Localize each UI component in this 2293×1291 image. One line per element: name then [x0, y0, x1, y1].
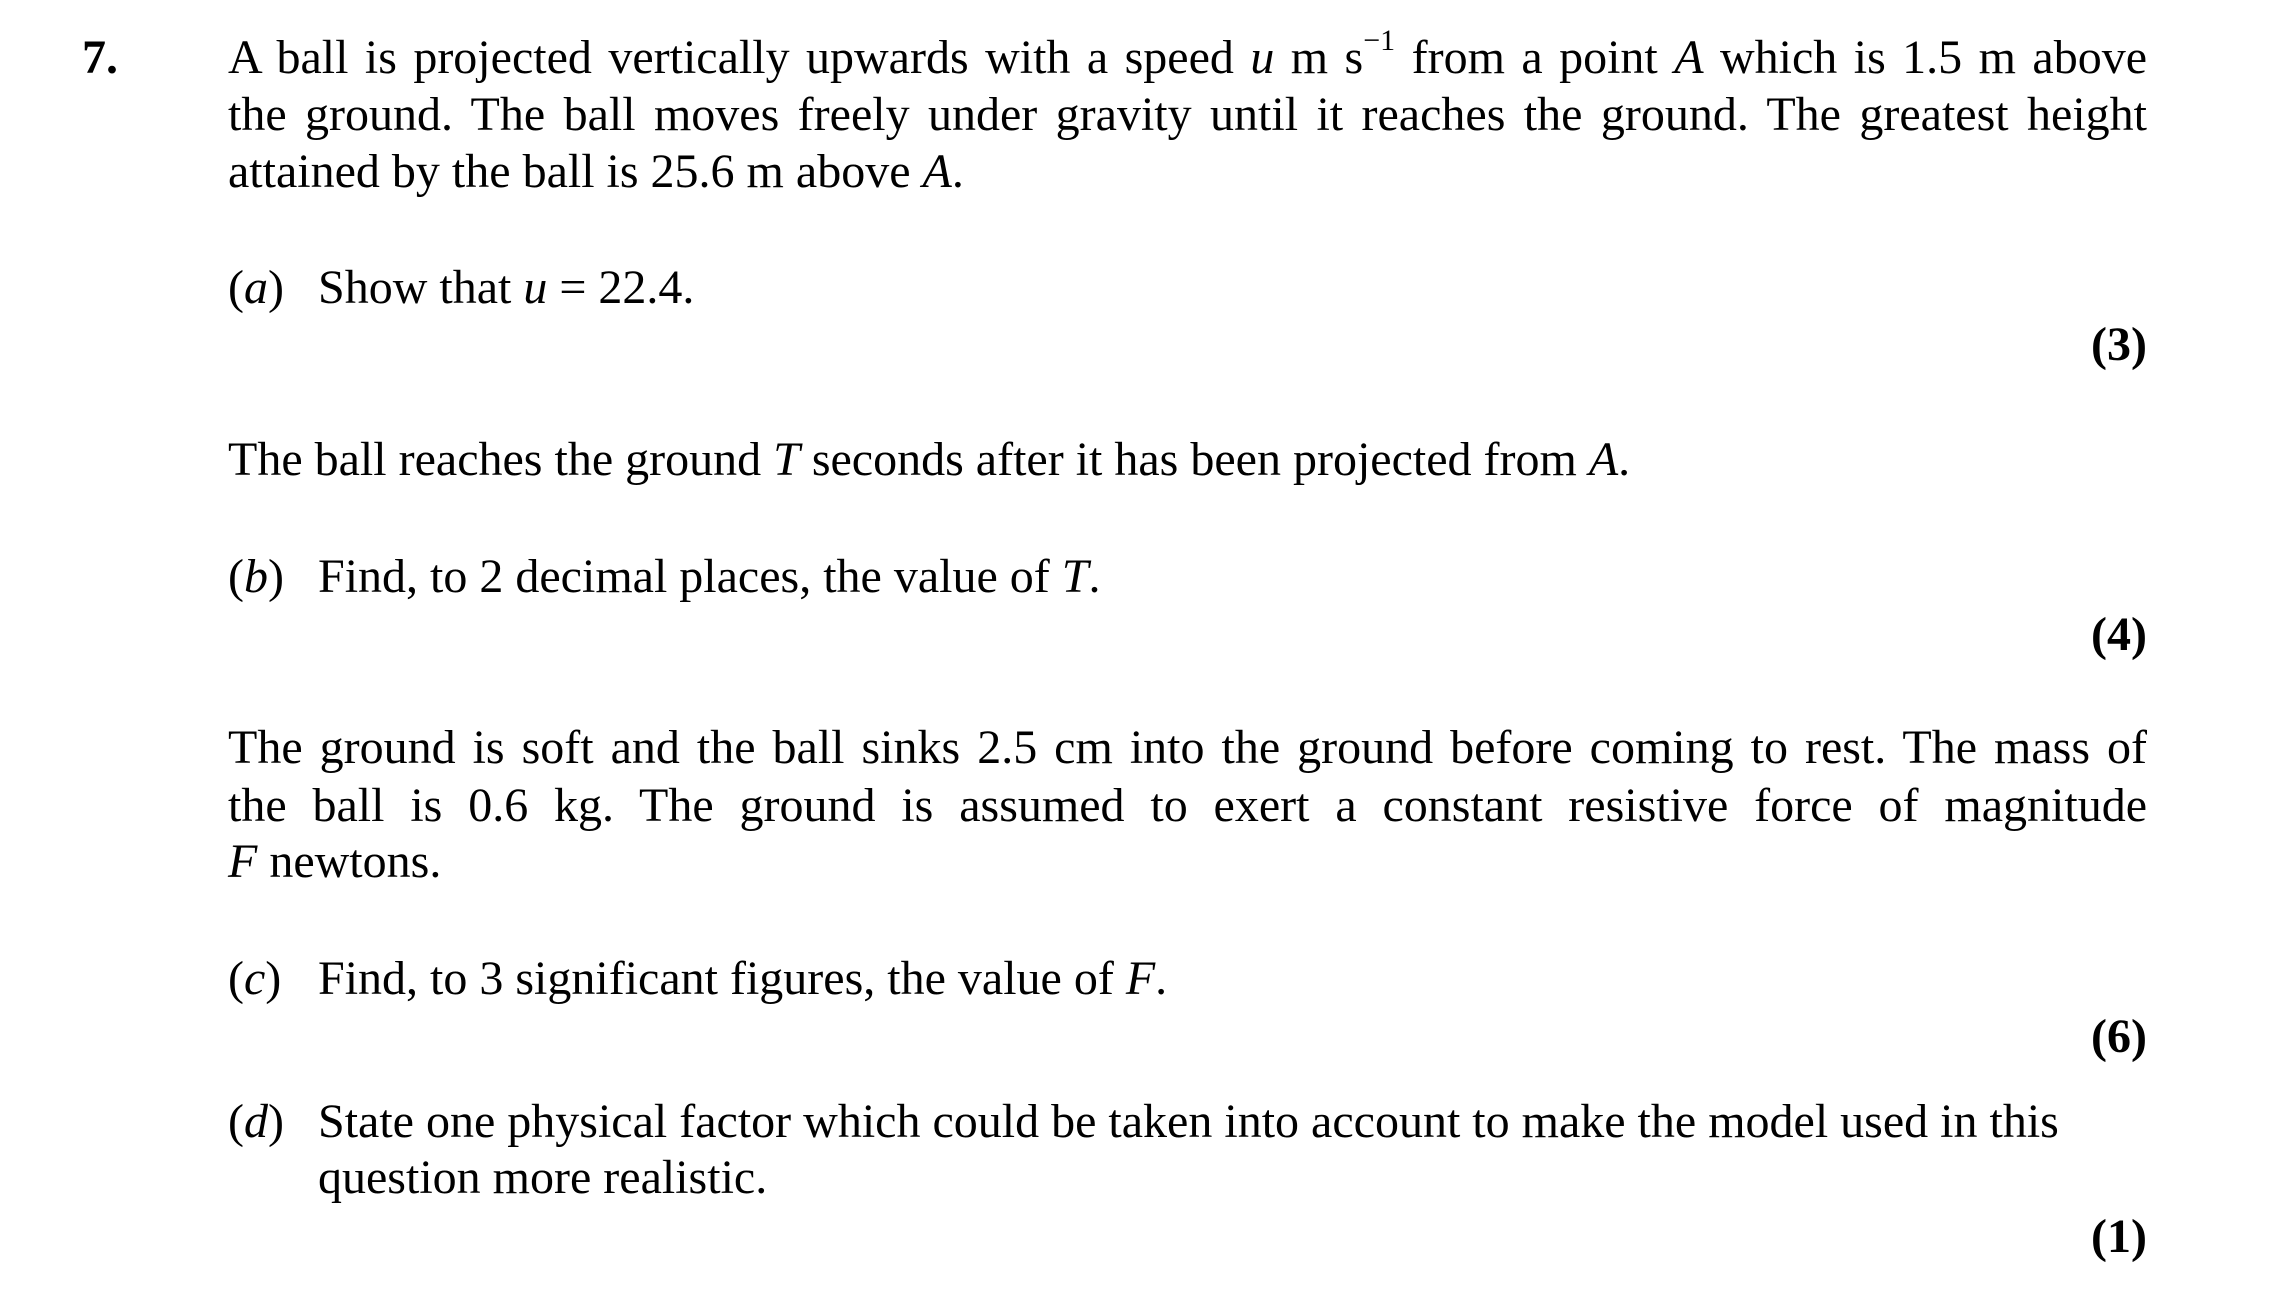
variable-A: A	[1674, 31, 1704, 84]
part-a-marks: (3)	[2091, 318, 2147, 371]
part-c-marks: (6)	[2091, 1010, 2147, 1063]
text: attained by the ball is 25.6 m above	[228, 145, 923, 198]
superscript: −1	[1363, 24, 1396, 57]
part-d-marks: (1)	[2091, 1210, 2147, 1263]
intro-line-2: the ground. The ball moves freely under gravity until it reaches the ground. The greatest height	[228, 88, 2147, 141]
intro-line-3	[228, 143, 2147, 200]
question-number: 7.	[82, 31, 118, 84]
stem-b: The ball reaches the ground T seconds after it has been projected from A.	[228, 433, 1631, 486]
variable-u: u	[1250, 31, 1275, 84]
part-b-marks: (4)	[2091, 608, 2147, 661]
part-c-text: Find, to 3 significant figures, the value of F.	[318, 952, 1168, 1005]
intro-line-1	[228, 24, 2148, 86]
stem-c-line-1: The ground is soft and the ball sinks 2.5 cm into the ground before coming to rest. The mass of	[228, 721, 2147, 774]
text: A ball is projected vertically upwards with a speed	[228, 31, 1251, 84]
variable-A: A	[922, 145, 952, 198]
part-c-label: (c)	[228, 952, 282, 1005]
part-b-text: Find, to 2 decimal places, the value of T.	[318, 550, 1101, 603]
part-a-label: (a)	[228, 261, 284, 314]
stem-c-line-3: F newtons.	[228, 835, 442, 888]
text: m s	[1274, 31, 1364, 84]
part-d-line-2: question more realistic.	[318, 1151, 768, 1204]
part-d-label: (d)	[228, 1095, 284, 1148]
text: which is 1.5 m above	[1703, 31, 2148, 84]
text: .	[951, 145, 964, 198]
part-a-text: Show that u = 22.4.	[318, 261, 695, 314]
part-d-line-1: State one physical factor which could be taken into account to make the model used in this	[318, 1095, 2059, 1148]
stem-c-line-2: the ball is 0.6 kg. The ground is assumed to exert a constant resistive force of magnitude	[228, 779, 2147, 832]
text: from a point	[1395, 31, 1675, 84]
part-b-label: (b)	[228, 550, 284, 603]
